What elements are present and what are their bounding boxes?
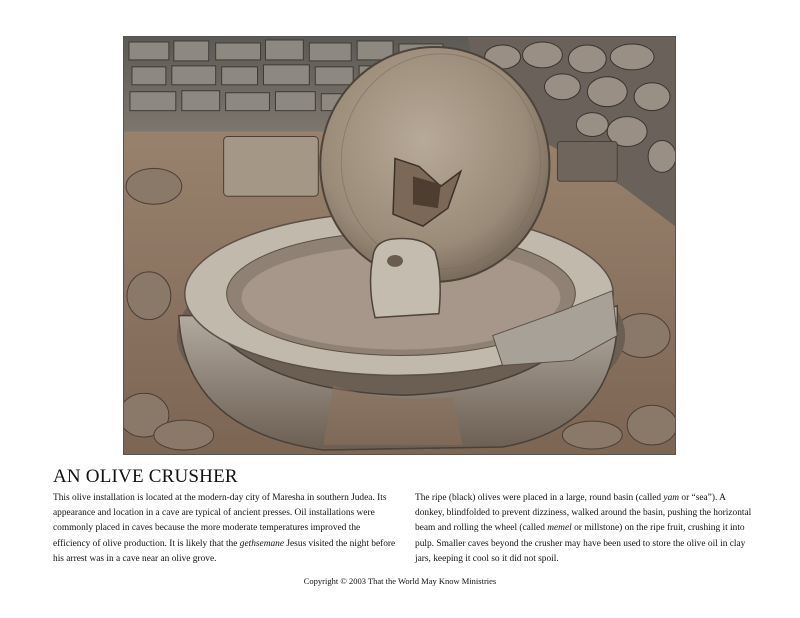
right-column-text (415, 491, 755, 567)
page-title: AN OLIVE CRUSHER (53, 466, 238, 487)
left-column-text (53, 491, 398, 567)
copyright-footer: Copyright © 2003 That the World May Know Ministries (303, 576, 497, 586)
left-text-part-1: This olive installation is located at the modern-day city of Maresha in southern Judea. Its appearance and location in a cave are typical of ancient presses. Oil installations were commonly placed in caves because the more moderate temperatures improved the efficiency of olive production. It is likely that the (53, 493, 387, 549)
memel-term: memel (547, 523, 572, 534)
right-text-part-3: or millstone) on the ripe fruit, crushing it into pulp. Smaller caves beyond the crusher may have been used to store the olive oil in clay jars, keeping it cool so it did not spoil. (415, 523, 746, 564)
right-text-part-1: The ripe (black) olives were placed in a large, round basin (called (415, 493, 664, 503)
yam-term: yam (663, 493, 680, 503)
right-text-part-2: or “sea”). A donkey, blindfolded to prevent dizziness, walked around the basin, pushing the horizontal beam and rolling the wheel (called (415, 493, 752, 534)
olive-crusher-photo (123, 36, 676, 455)
left-text-part-2: Jesus visited the night before his arrest was in a cave near an olive grove. (53, 538, 396, 564)
olive-crusher-illustration (124, 37, 675, 454)
gethsemane-term: gethsemane (239, 538, 285, 549)
